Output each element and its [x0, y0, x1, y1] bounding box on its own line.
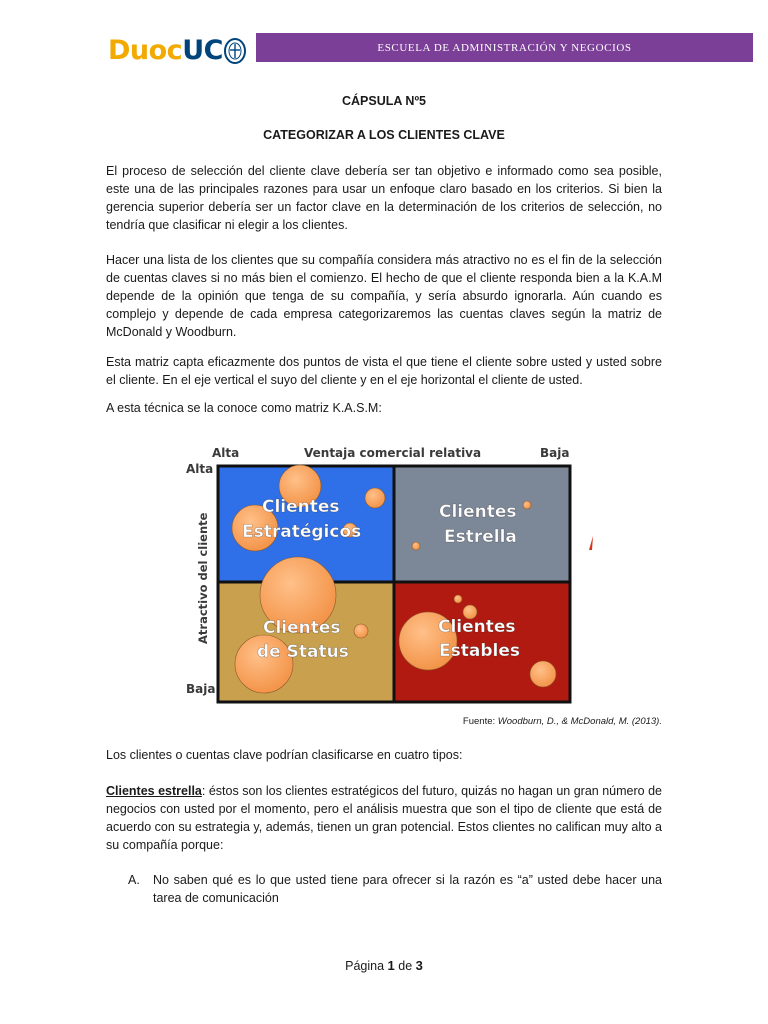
quadrant-label-star-2: Estrella	[444, 527, 517, 547]
logo-duoc-text: Duoc	[108, 34, 183, 66]
figure-source: Fuente: Woodburn, D., & McDonald, M. (2013).	[462, 716, 662, 727]
quadrant-label-star-1: Clientes	[439, 502, 517, 522]
y-axis-title: Atractivo del cliente	[196, 512, 210, 644]
page-footer: Página 1 de 3	[345, 958, 423, 973]
paragraph-1: El proceso de selección del cliente clave debería ser tan objetivo e informado como sea posible, este una de las principales razones para usar un enfoque claro basado en los criterios. Si bien la gerencia superior debería ser un factor clave en la determinación de los criterios de selección, no tendría que clasificar ni elegir a los clientes.	[106, 164, 662, 232]
list-item-text: No saben qué es lo que usted tiene para ofrecer si la razón es “a” usted debe hacer una tarea de comunicación	[153, 873, 662, 905]
paragraph-2: Hacer una lista de los clientes que su compañía considera más atractivo no es el fin de la selección de cuentas claves si no más bien el comienzo. El hecho de que el cliente responda bien a la K.A.M depende de la opinión que tenga de su compañía, y sería absurdo ignorarla. Aún cuando es complejo y depende de cada empresa categorizaremos las cuentas claves según la matriz de McDonald y Woodburn.	[106, 253, 662, 339]
paragraph-4: A esta técnica se la conoce como matriz K.A.S.M:	[106, 401, 382, 415]
paragraph-clientes-estrella: Clientes estrella: éstos son los clientes estratégicos del futuro, quizás no hagan un gran número de negocios con usted por el momento, pero el análisis muestra que son el tipo de cliente que está de acuerdo con su estrategia y, además, tienen un gran potencial. Estos clientes no califican muy alto a su compañía porque:	[106, 784, 662, 852]
x-axis-title: Ventaja comercial relativa	[304, 446, 482, 460]
logo-uc-text: UC	[182, 34, 223, 66]
quadrant-label-status-2: de Status	[257, 642, 349, 662]
document-title: CATEGORIZAR A LOS CLIENTES CLAVE	[263, 128, 505, 142]
list-item	[128, 871, 662, 907]
x-axis-high-label: Alta	[212, 446, 240, 460]
school-header-bar	[256, 33, 753, 62]
y-axis-high-label: Alta	[186, 462, 214, 476]
x-axis-low-label: Baja	[540, 446, 570, 460]
school-name: ESCUELA DE ADMINISTRACIÓN Y NEGOCIOS	[377, 41, 632, 54]
paragraph-5: Los clientes o cuentas clave podrían clasificarse en cuatro tipos:	[106, 748, 463, 762]
list-marker: A.	[128, 873, 140, 887]
quadrant-label-strategic-1: Clientes	[262, 497, 340, 517]
quadrant-label-status-1: Clientes	[263, 618, 341, 638]
uc-seal-icon	[224, 38, 246, 64]
paragraph-3: Esta matriz capta eficazmente dos puntos de vista el que tiene el cliente sobre usted y usted sobre el cliente. En el eje vertical el suyo del cliente y en el eje horizontal el cliente de usted.	[106, 355, 662, 387]
clientes-estrella-text: éstos son los clientes estratégicos del futuro, quizás no hagan un gran número de negocios con usted por el momento, pero el análisis muestra que son el tipo de cliente que está de acuerdo con su estrategia y, además, tienen un gran potencial. Estos clientes no califican muy alto a su compañía porque:	[106, 784, 662, 852]
y-axis-low-label: Baja	[186, 682, 216, 696]
total-pages: 3	[415, 958, 423, 973]
quadrant-top-right	[394, 466, 570, 582]
quadrant-label-stable-2: Estables	[439, 641, 520, 661]
red-mark	[589, 536, 593, 550]
source-citation: Woodburn, D., & McDonald, M. (2013).	[497, 716, 662, 727]
quadrant-label-stable-1: Clientes	[438, 617, 516, 637]
quadrant-label-strategic-2: Estratégicos	[242, 522, 362, 542]
capsule-number: CÁPSULA Nº5	[342, 94, 426, 108]
duocuc-logo	[108, 32, 246, 68]
kasm-matrix-figure	[182, 438, 594, 706]
page-number: 1	[387, 958, 395, 973]
clientes-estrella-label: Clientes estrella	[106, 784, 202, 798]
